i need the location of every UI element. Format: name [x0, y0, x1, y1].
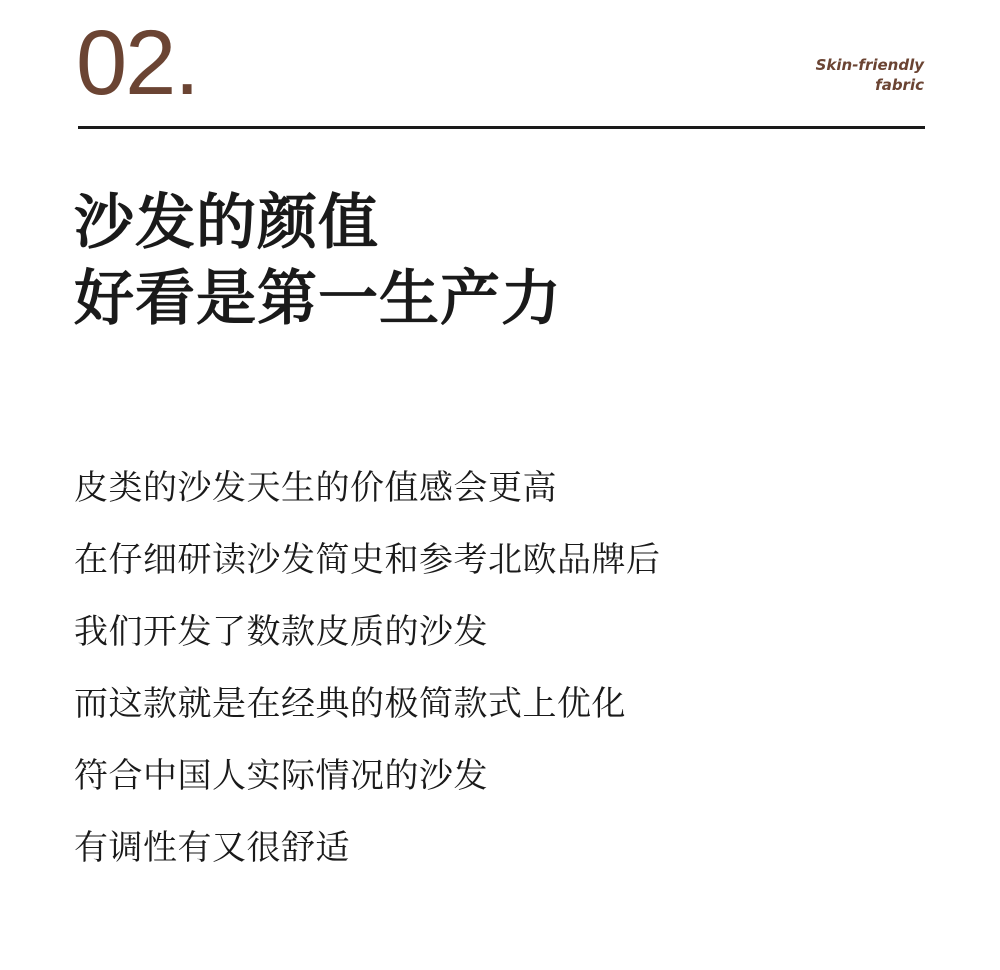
headline-line-1: 沙发的颜值 — [74, 188, 379, 258]
body-line-3: 我们开发了数款皮质的沙发 — [74, 612, 488, 652]
body-line-4: 而这款就是在经典的极简款式上优化 — [74, 684, 626, 724]
body-text — [74, 452, 661, 884]
body-line-6: 有调性有又很舒适 — [74, 828, 350, 868]
divider — [78, 126, 925, 129]
headline — [74, 185, 562, 337]
section-tag-line-1: Skin-friendly — [815, 56, 924, 74]
section-number: 02. — [76, 12, 198, 114]
section-tag — [816, 55, 924, 95]
section-tag-line-2: fabric — [875, 76, 924, 94]
body-line-5: 符合中国人实际情况的沙发 — [74, 756, 488, 796]
body-line-2: 在仔细研读沙发简史和参考北欧品牌后 — [74, 540, 661, 580]
headline-line-2: 好看是第一生产力 — [74, 264, 562, 334]
body-line-1: 皮类的沙发天生的价值感会更高 — [74, 468, 557, 508]
